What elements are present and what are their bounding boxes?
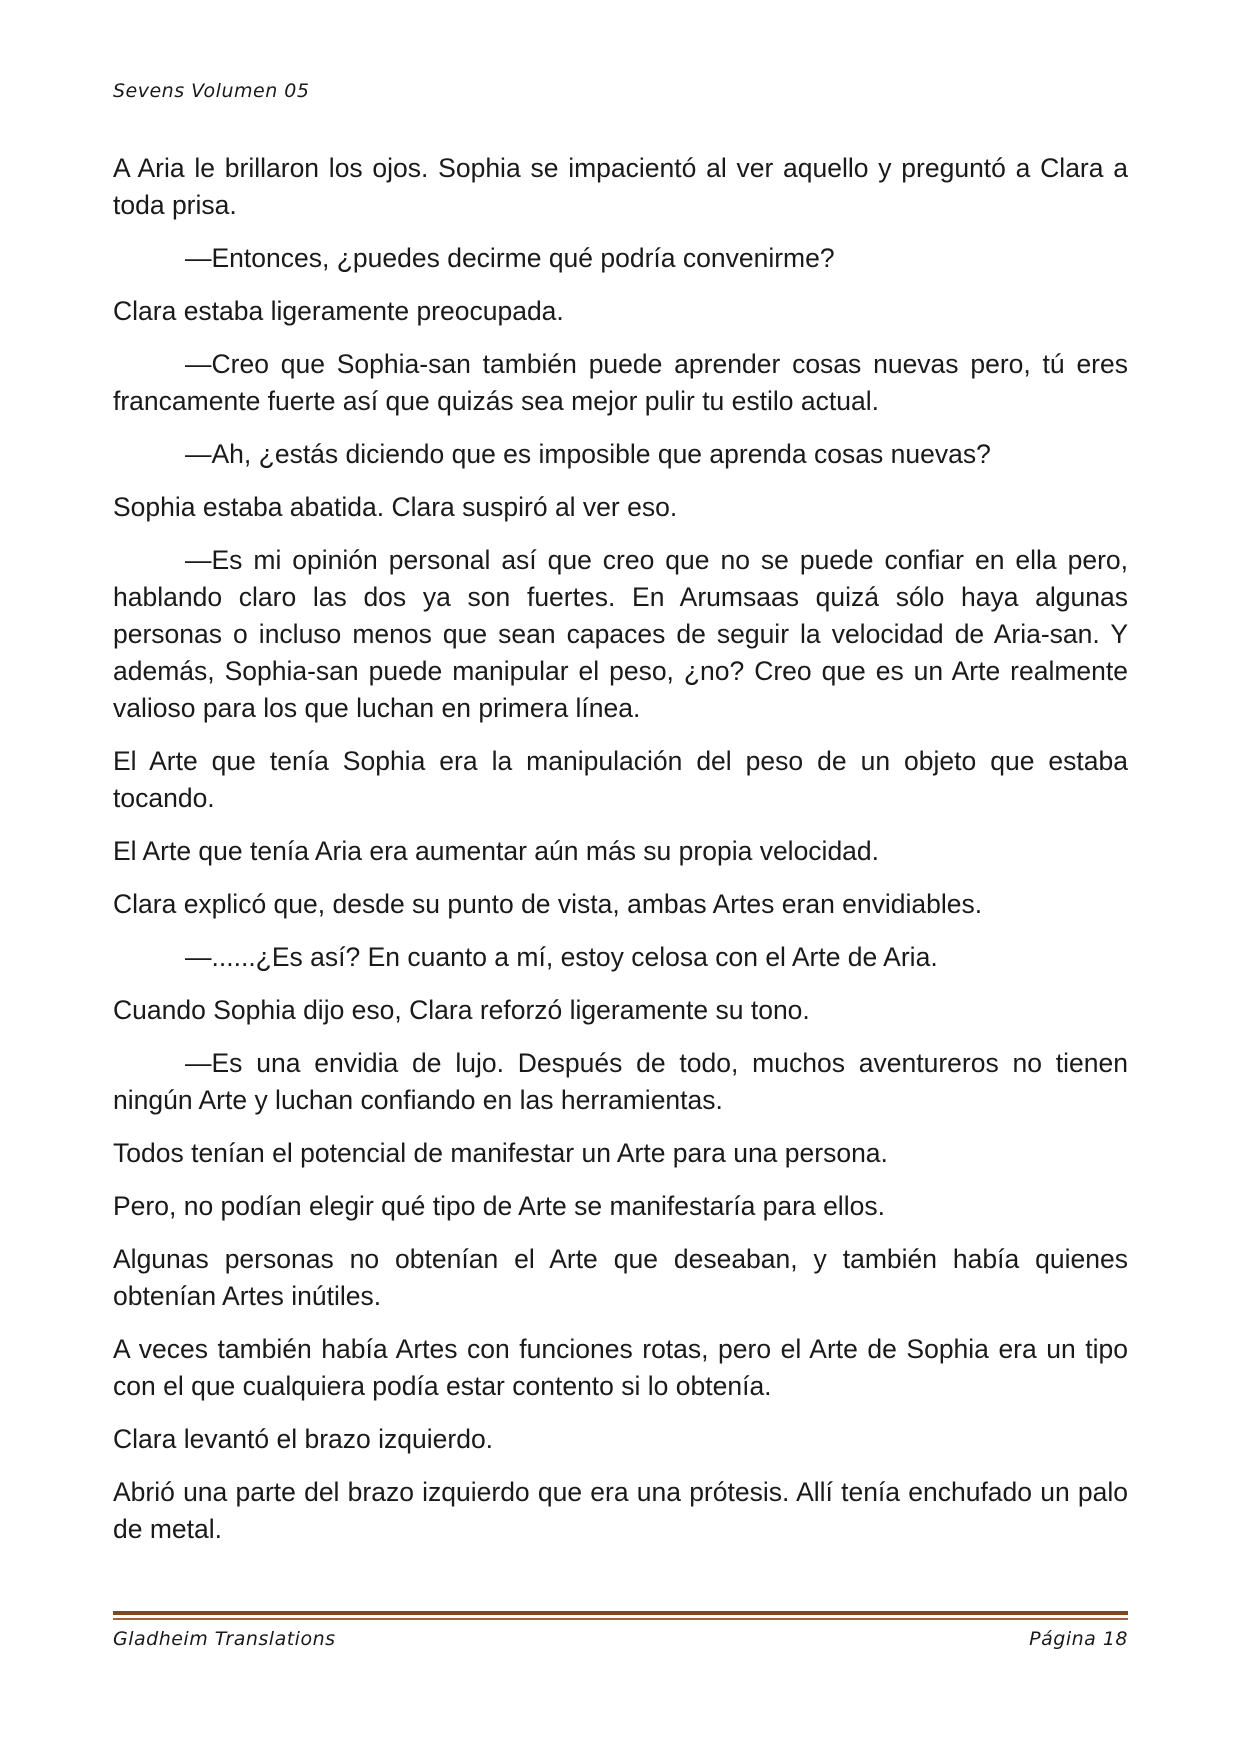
paragraph: A Aria le brillaron los ojos. Sophia se impacientó al ver aquello y preguntó a Clara a toda prisa.	[113, 153, 1128, 220]
paragraph: El Arte que tenía Aria era aumentar aún más su propia velocidad.	[113, 836, 880, 866]
paragraph: Clara estaba ligeramente preocupada.	[113, 296, 564, 326]
dialog-paragraph: —Ah, ¿estás diciendo que es imposible que aprenda cosas nuevas?	[185, 439, 991, 469]
paragraph: El Arte que tenía Sophia era la manipulación del peso de un objeto que estaba tocando.	[113, 746, 1128, 813]
page-number: Página 18	[1029, 1628, 1128, 1650]
dialog-paragraph: —Entonces, ¿puedes decirme qué podría convenirme?	[185, 243, 835, 273]
paragraph: Todos tenían el potencial de manifestar un Arte para una persona.	[113, 1138, 888, 1168]
paragraph: A veces también había Artes con funciones rotas, pero el Arte de Sophia era un tipo con el que cualquiera podía estar contento si lo obtenía.	[113, 1334, 1128, 1401]
footer-rule-thin	[113, 1618, 1128, 1620]
paragraph: Cuando Sophia dijo eso, Clara reforzó ligeramente su tono.	[113, 995, 810, 1025]
running-header: Sevens Volumen 05	[113, 80, 310, 102]
dialog-paragraph: —Es una envidia de lujo. Después de todo, muchos aventureros no tienen ningún Arte y luchan confiando en las herramientas.	[113, 1048, 1128, 1115]
paragraph: Pero, no podían elegir qué tipo de Arte se manifestaría para ellos.	[113, 1191, 885, 1221]
footer-credit: Gladheim Translations	[113, 1628, 336, 1650]
paragraph: Clara explicó que, desde su punto de vista, ambas Artes eran envidiables.	[113, 889, 983, 919]
paragraph: Clara levantó el brazo izquierdo.	[113, 1424, 494, 1454]
dialog-paragraph: —......¿Es así? En cuanto a mí, estoy celosa con el Arte de Aria.	[185, 942, 938, 972]
paragraph: Abrió una parte del brazo izquierdo que era una prótesis. Allí tenía enchufado un palo de metal.	[113, 1477, 1128, 1544]
dialog-paragraph: —Es mi opinión personal así que creo que no se puede confiar en ella pero, hablando claro las dos ya son fuertes. En Arumsaas quizá sólo haya algunas personas o incluso menos que sean capaces de seguir la velocidad de Aria-san. Y además, Sophia-san puede manipular el peso, ¿no? Creo que es un Arte realmente valioso para los que luchan en primera línea.	[113, 545, 1128, 723]
footer-rule-thick	[113, 1611, 1128, 1615]
paragraph: Sophia estaba abatida. Clara suspiró al ver eso.	[113, 492, 678, 522]
paragraph: Algunas personas no obtenían el Arte que deseaban, y también había quienes obtenían Artes inútiles.	[113, 1244, 1128, 1311]
body-text	[113, 150, 1128, 1564]
dialog-paragraph: —Creo que Sophia-san también puede aprender cosas nuevas pero, tú eres francamente fuerte así que quizás sea mejor pulir tu estilo actual.	[113, 349, 1128, 416]
